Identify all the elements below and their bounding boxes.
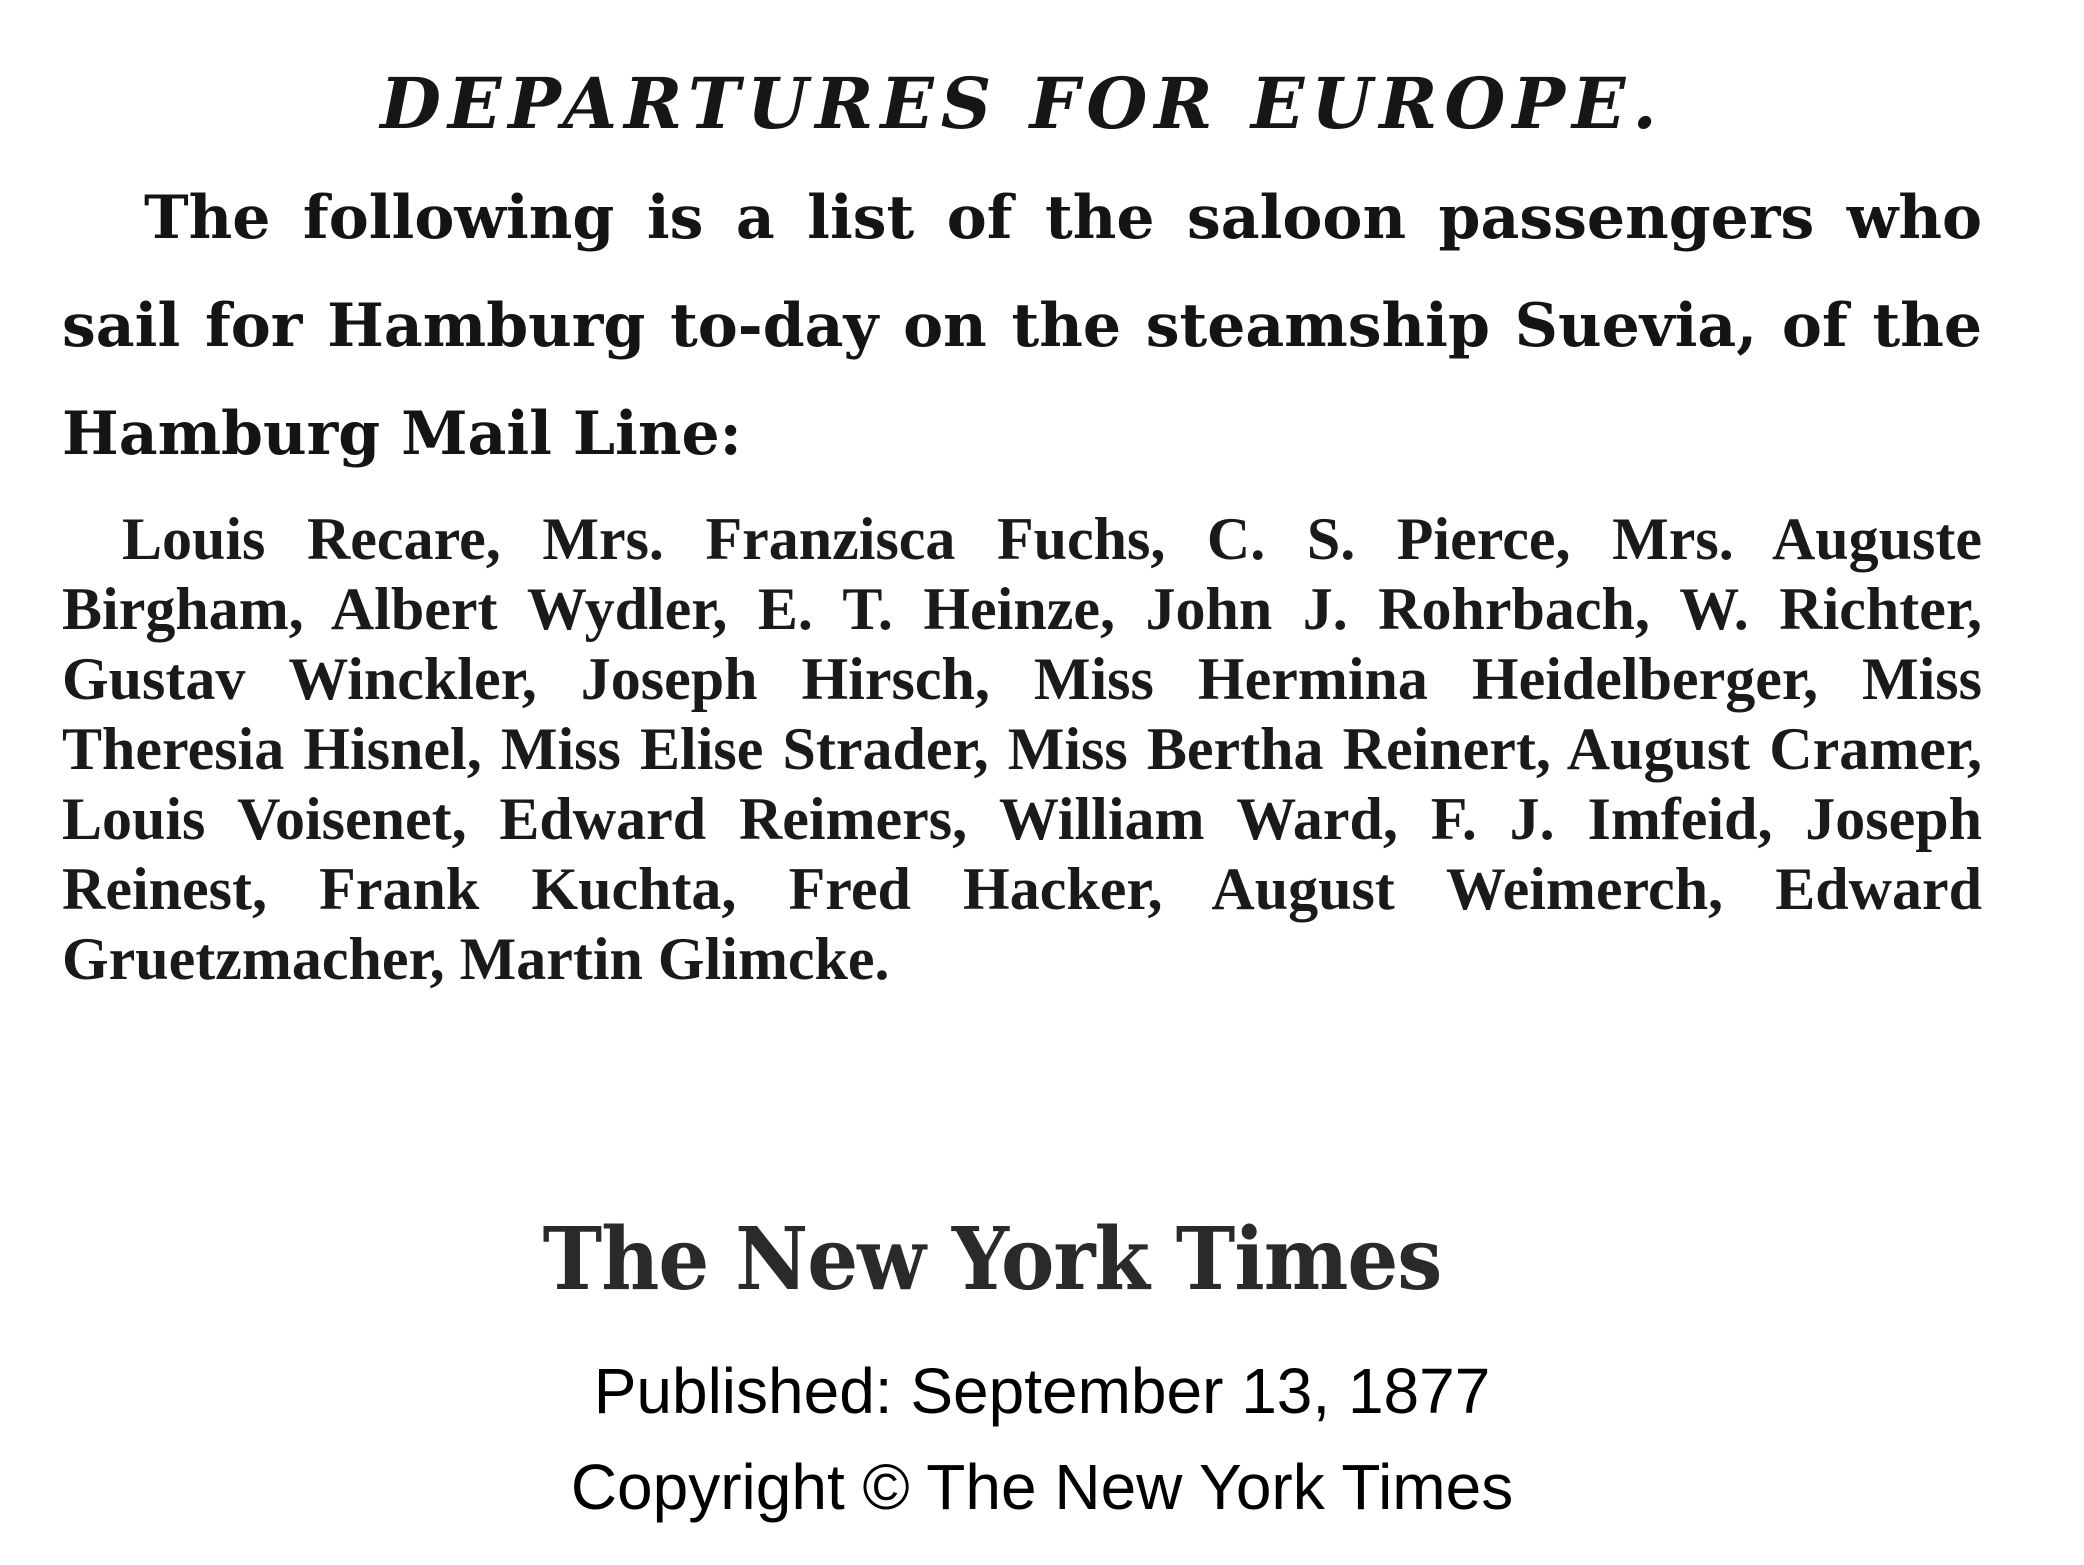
nyt-masthead-logo: The New York Times	[542, 1208, 1442, 1310]
article-headline: DEPARTURES FOR EUROPE.	[380, 62, 1664, 145]
article-clipping	[62, 62, 1982, 994]
published-date: Published: September 13, 1877	[593, 1355, 1491, 1427]
copyright-notice: Copyright © The New York Times	[570, 1451, 1514, 1523]
passenger-list: Louis Recare, Mrs. Franzisca Fuchs, C. S. Pierce, Mrs. Auguste Birgham, Albert Wydler, E. T. Heinze, John J. Rohrbach, W. Richter, Gustav Winckler, Joseph Hirsch, Miss Hermina Heidelberger, Miss Theresia Hisnel, Miss Elise Strader, Miss Bertha Reinert, August Cramer, Louis Voisenet, Edward Reimers, William Ward, F. J. Imfeid, Joseph Reinest, Frank Kuchta, Fred Hacker, August Weimerch, Edward Gruetzmacher, Martin Glimcke.	[62, 506, 1982, 992]
page-footer	[0, 1208, 2084, 1535]
article-lead-paragraph: The following is a list of the saloon passengers who sail for Hamburg to-day on the steamship Suevia, of the Hamburg Mail Line:	[62, 183, 1982, 469]
